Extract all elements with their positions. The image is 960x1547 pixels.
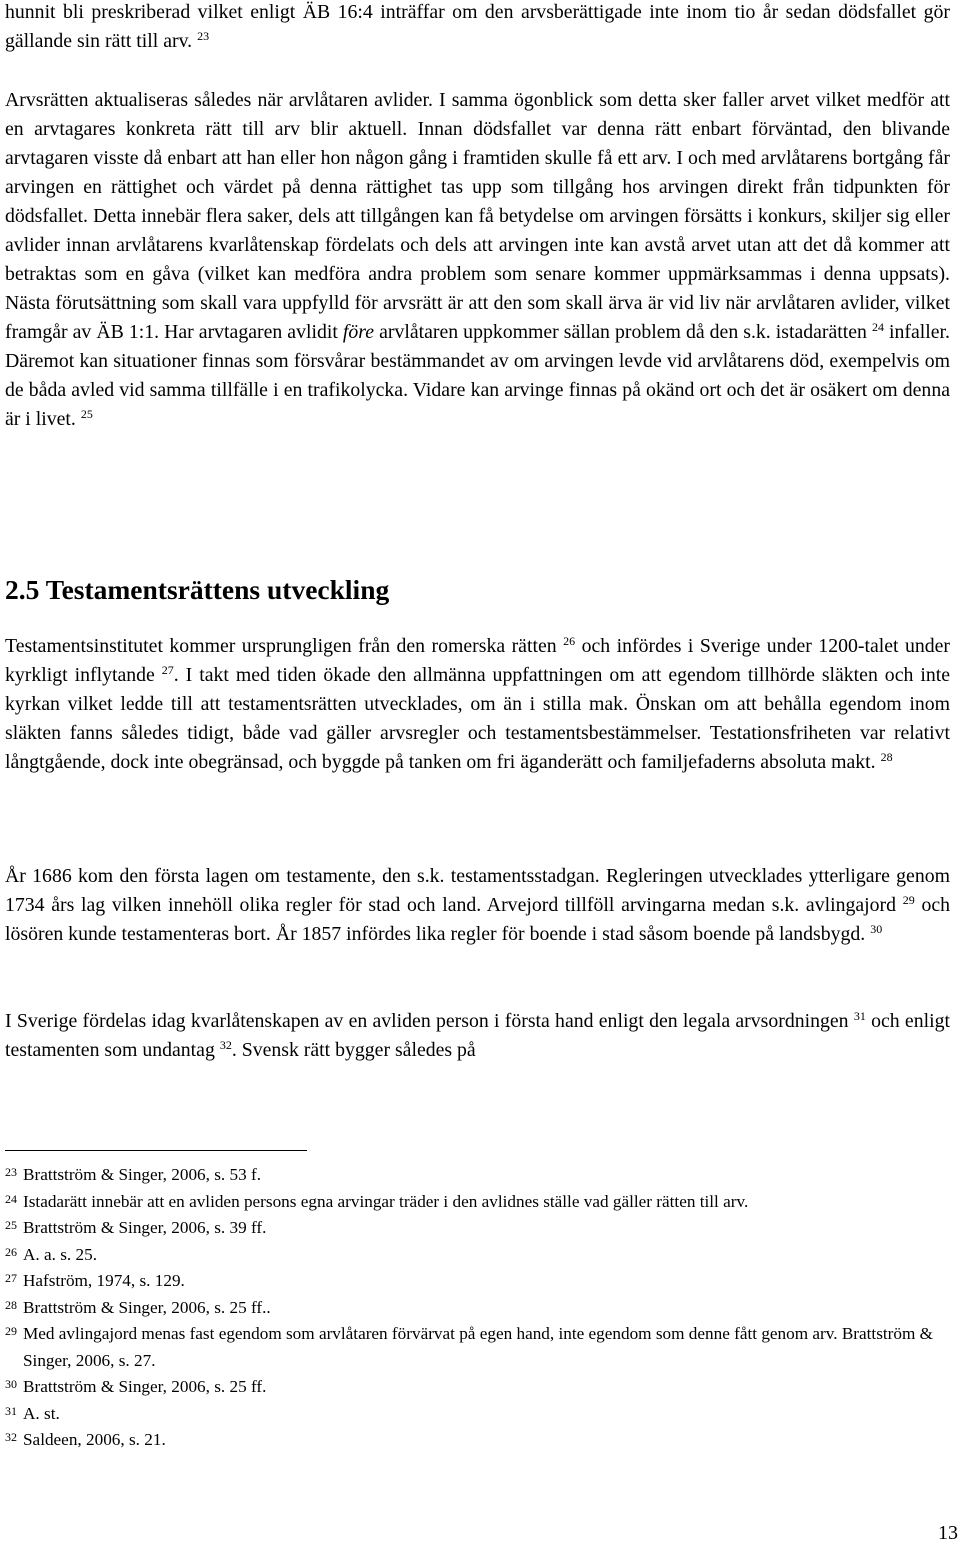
footnote-ref[interactable]: 27 — [161, 663, 174, 677]
paragraph-text: År 1686 kom den första lagen om testamente, den s.k. testamentsstadgan. Regleringen utvecklades ytterligare genom 1734 års lag vilken innehöll olika regler för stad och land. Arvejord tillföll arvingarna medan s.k. avlingajord — [5, 865, 950, 916]
paragraph-text: . Svensk rätt bygger således på — [231, 1039, 476, 1061]
paragraph-4 — [5, 862, 950, 949]
section-heading: 2.5 Testamentsrättens utveckling — [5, 574, 390, 605]
footnote-item — [5, 1162, 950, 1189]
footnote-ref[interactable]: 28 — [880, 750, 893, 764]
paragraph-1 — [5, 0, 950, 56]
footnote-text: Saldeen, 2006, s. 21. — [23, 1430, 166, 1449]
paragraph-text: I Sverige fördelas idag kvarlåtenskapen av en avliden person i första hand enligt den legala arvsordningen — [5, 1010, 849, 1032]
emphasis-text: före — [342, 321, 375, 343]
footnote-number: 25 — [5, 1218, 17, 1232]
paragraph-text: Arvsrätten aktualiseras således när arvlåtaren avlider. I samma ögonblick som detta sker faller arvet vilket medför att en arvtagares konkreta rätt till arv blir aktuell. Innan dödsfallet var denna rätt enbart förväntad, den blivande arvtagaren visste då enbart att han eller hon någon gång i framtiden skulle få ett arv. I och med arvlåtarens bortgång får arvingen en rättighet och värdet på denna rättighet tas upp som tillgång hos arvingen direkt från tidpunkten för dödsfallet. Detta innebär flera saker, dels att tillgången kan få betydelse om arvingen försätts i konkurs, skiljer sig eller avlider innan arvlåtarens kvarlåtenskap fördelats och dels att arvingen inte kan avstå arvet utan att det då kommer att betraktas som en gåva (vilket kan medföra andra problem som senare kommer uppmärksammas i denna uppsats). Nästa förutsättning som skall vara uppfylld för arvsrätt är att den som skall ärva är vid liv när arvlåtaren avlider, vilket framgår av ÄB 1:1. Har arvtagaren avlidit — [5, 89, 950, 343]
paragraph-2 — [5, 86, 950, 434]
paragraph-3 — [5, 632, 950, 777]
footnote-number: 28 — [5, 1297, 17, 1312]
paragraph-text: infaller. Däremot kan situationer finnas som försvårar bestämmandet av om arvingen levde vid arvlåtarens död, exempelvis om de båda avled vid samma tillfälle i en trafikolycka. Vidare kan arvinge finnas på okänd ort och det är osäkert om denna är i livet. — [5, 321, 950, 430]
footnote-ref[interactable]: 24 — [871, 320, 884, 334]
footnote-ref[interactable]: 29 — [902, 893, 915, 907]
page-number: 13 — [938, 1522, 958, 1544]
footnote-number: 27 — [5, 1271, 17, 1285]
footnote-ref[interactable]: 30 — [870, 922, 883, 936]
footnote-ref[interactable]: 32 — [219, 1038, 232, 1052]
footnote-ref[interactable]: 23 — [197, 29, 210, 43]
footnote-number: 30 — [5, 1377, 17, 1391]
footnote-item — [5, 1427, 950, 1454]
footnote-item — [5, 1321, 950, 1374]
footnote-item — [5, 1268, 950, 1295]
footnote-number: 24 — [5, 1191, 17, 1206]
footnote-text: A. a. s. 25. — [23, 1244, 97, 1264]
footnote-text: Istadarätt innebär att en avliden persons egna arvingar träder i den avlidnes ställe vad gäller rätten till arv. — [23, 1191, 749, 1211]
paragraph-text: hunnit bli preskriberad vilket enligt ÄB 16:4 inträffar om den arvsberättigade inte inom tio år sedan dödsfallet gör gällande sin rätt till arv. — [5, 1, 950, 52]
footnote-number: 26 — [5, 1244, 17, 1259]
footnote-text: Brattström & Singer, 2006, s. 53 f. — [23, 1165, 262, 1184]
footnote-item — [5, 1374, 950, 1401]
footnote-text: Brattström & Singer, 2006, s. 39 ff. — [23, 1218, 267, 1237]
paragraph-text: och lösören kunde testamenteras bort. År 1857 infördes lika regler för boende i stad såsom boende på landsbygd. — [5, 894, 950, 945]
footnote-ref[interactable]: 26 — [563, 634, 576, 648]
footnote-item — [5, 1242, 950, 1269]
footnote-text: A. st. — [23, 1403, 60, 1423]
footnote-number: 32 — [5, 1430, 17, 1444]
footnote-number: 29 — [5, 1324, 17, 1338]
footnote-separator — [5, 1150, 307, 1151]
footnote-ref[interactable]: 31 — [853, 1009, 866, 1023]
footnote-number: 23 — [5, 1165, 17, 1179]
footnote-text: Brattström & Singer, 2006, s. 25 ff.. — [23, 1297, 271, 1317]
footnote-number: 31 — [5, 1403, 17, 1418]
footnote-item — [5, 1215, 950, 1242]
paragraph-text: arvlåtaren uppkommer sällan problem då den s.k. istadarätten — [379, 321, 867, 343]
footnotes — [5, 1162, 950, 1454]
paragraph-text: och enligt testamenten som undantag — [5, 1010, 950, 1061]
footnote-item — [5, 1189, 950, 1216]
footnote-text: Hafström, 1974, s. 129. — [23, 1271, 185, 1290]
paragraph-text: och infördes i Sverige under 1200-talet under kyrkligt inflytande — [5, 635, 951, 686]
paragraph-text: . I takt med tiden ökade den allmänna uppfattningen om att egendom tillhörde släkten och inte kyrkan vilket ledde till att testamentsrätten utvecklades, om än i stilla mak. Önskan om att behålla egendom inom släkten fanns således tidigt, både vad gäller arvsregler och testamentsbestämmelser. Testationsfriheten var relativt långtgående, dock inte obegränsad, och byggde på tanken om fri äganderätt och familjefaderns absoluta makt. — [5, 664, 950, 773]
footnote-ref[interactable]: 25 — [80, 407, 93, 421]
footnote-text: Brattström & Singer, 2006, s. 25 ff. — [23, 1377, 267, 1396]
footnote-item — [5, 1401, 950, 1428]
footnote-item — [5, 1295, 950, 1322]
paragraph-text: Testamentsinstitutet kommer ursprungligen från den romerska rätten — [5, 635, 557, 657]
footnote-text: Med avlingajord menas fast egendom som arvlåtaren förvärvat på egen hand, inte egendom som denne fått genom arv. Brattström & Singer, 2006, s. 27. — [23, 1324, 934, 1370]
paragraph-5 — [5, 1007, 950, 1065]
